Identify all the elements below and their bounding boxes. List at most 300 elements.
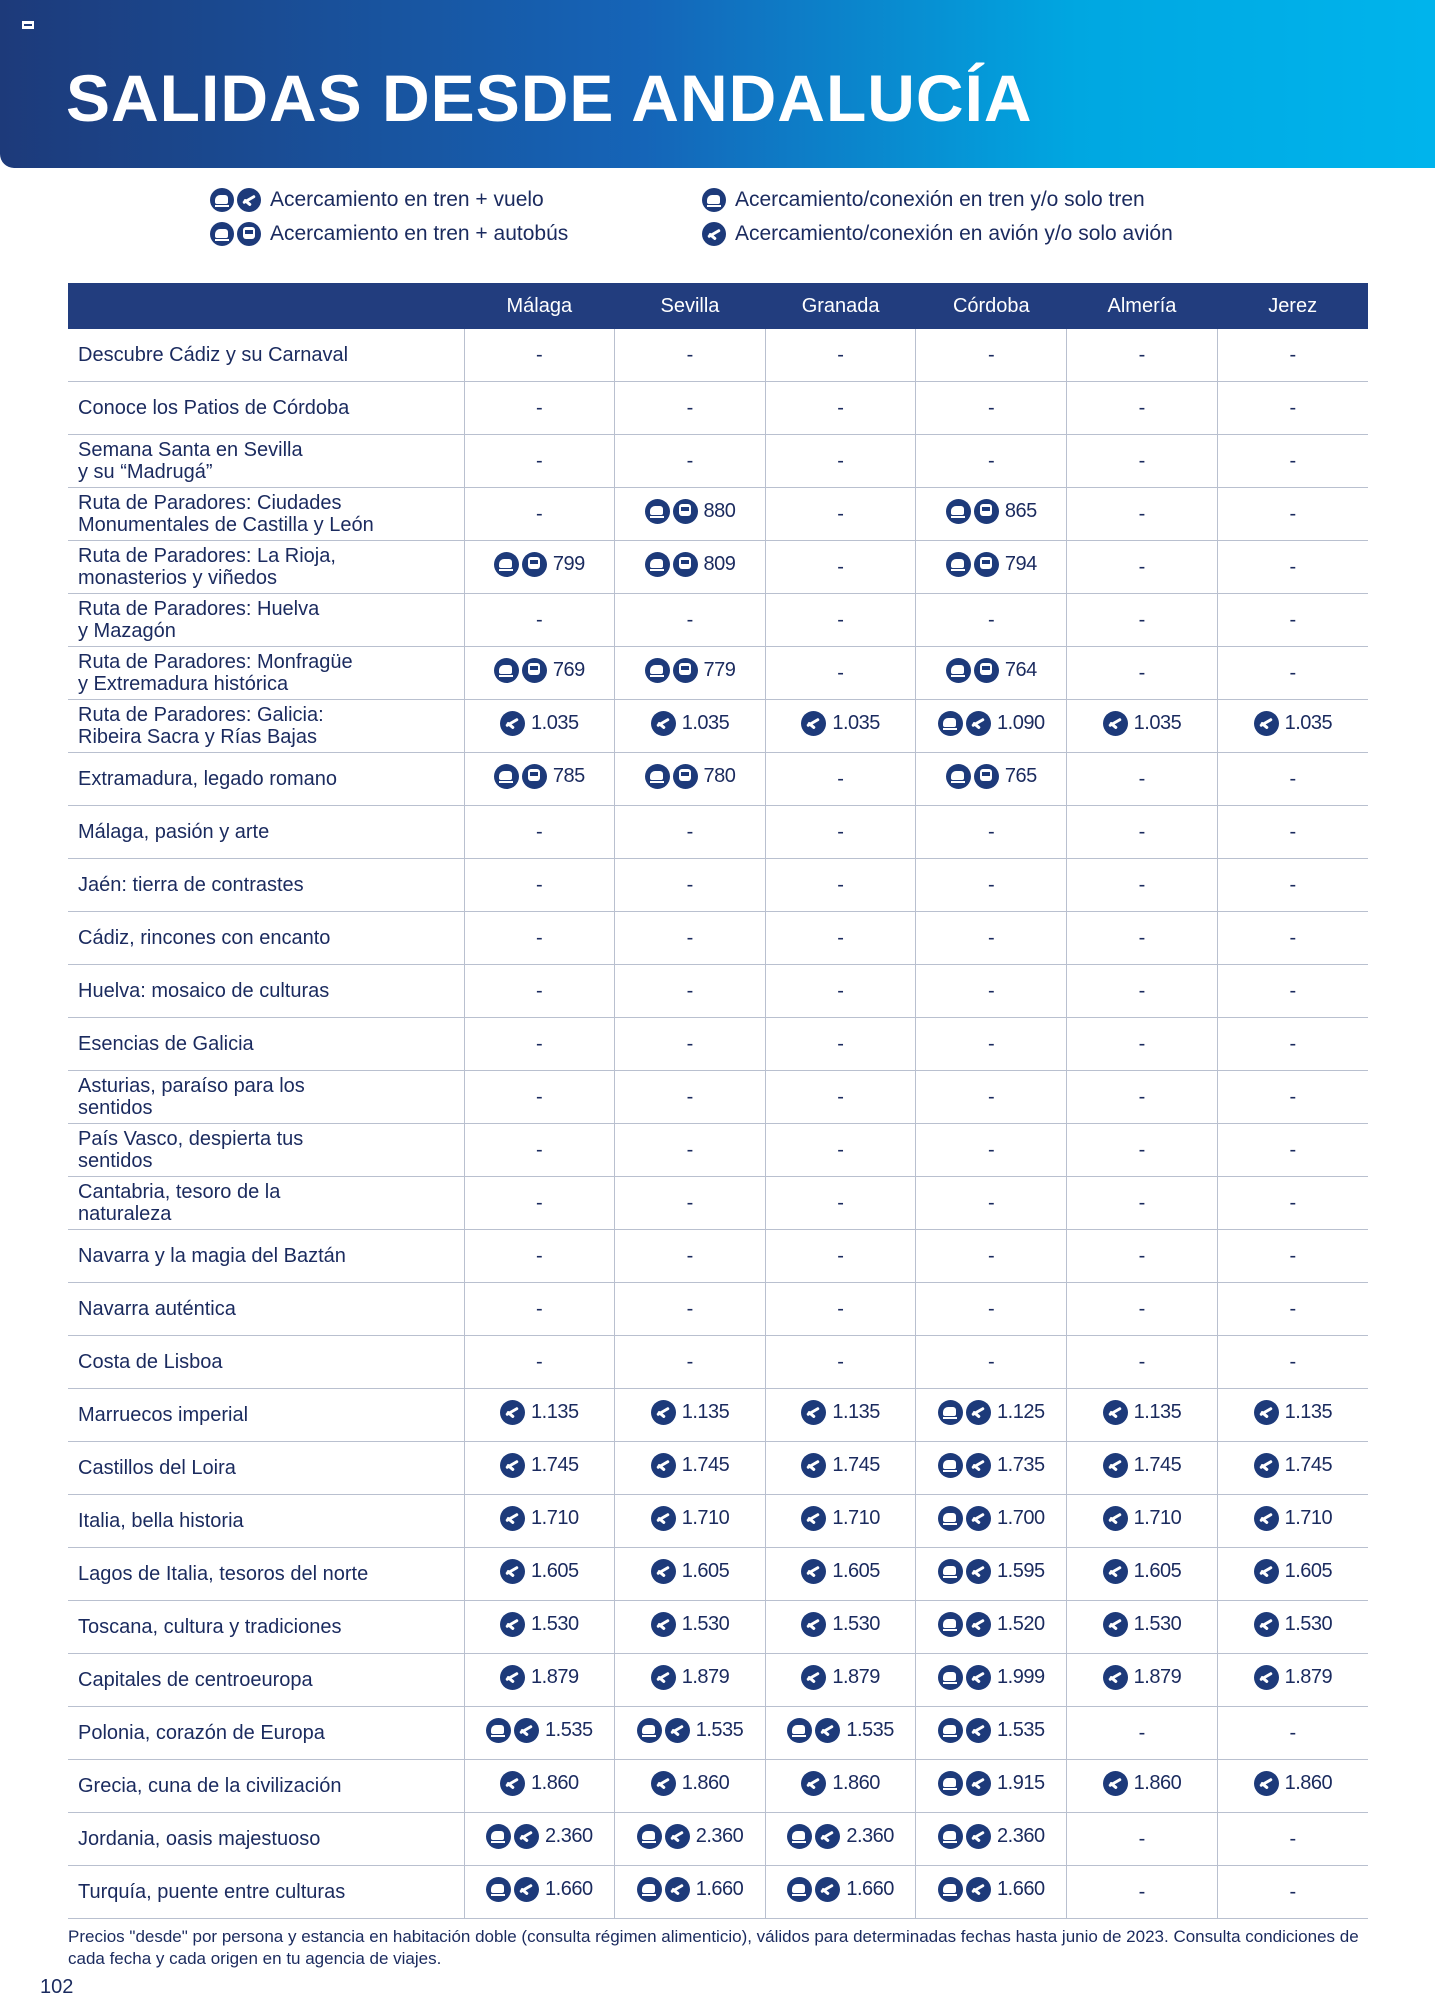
price-cell xyxy=(615,382,766,435)
column-header: Córdoba xyxy=(916,283,1067,329)
price-cell xyxy=(615,1018,766,1071)
no-price-dash: - xyxy=(686,449,694,472)
no-price-dash: - xyxy=(1289,767,1297,790)
plane-icon xyxy=(651,1506,676,1531)
price-cell xyxy=(916,1283,1067,1336)
price-cell xyxy=(916,1442,1067,1495)
price-cell xyxy=(464,1283,615,1336)
no-price-dash: - xyxy=(987,979,995,1002)
price-value: 1.035 xyxy=(681,711,730,734)
price-cell xyxy=(1217,1018,1368,1071)
price-cell xyxy=(615,1601,766,1654)
price-cell xyxy=(615,1177,766,1230)
price-cell xyxy=(1067,541,1218,594)
plane-icon xyxy=(665,1877,690,1902)
plane-icon xyxy=(1103,1453,1128,1478)
no-price-dash: - xyxy=(987,926,995,949)
table-row xyxy=(68,1760,1368,1813)
price-cell xyxy=(916,806,1067,859)
train-icon xyxy=(637,1877,662,1902)
price-cell xyxy=(916,1177,1067,1230)
price-cell xyxy=(464,329,615,382)
price-cell xyxy=(1217,1548,1368,1601)
table-row xyxy=(68,1177,1368,1230)
table-row xyxy=(68,700,1368,753)
price-with-transport xyxy=(1103,1506,1182,1531)
plane-icon xyxy=(651,711,676,736)
train-icon xyxy=(787,1877,812,1902)
price-value: 1.135 xyxy=(531,1400,579,1423)
price-cell xyxy=(615,1442,766,1495)
price-with-transport xyxy=(637,1877,744,1902)
no-price-dash: - xyxy=(686,1244,694,1267)
plane-icon xyxy=(651,1665,676,1690)
price-cell xyxy=(464,965,615,1018)
price-cell xyxy=(615,1707,766,1760)
price-cell xyxy=(615,912,766,965)
price-value: 1.035 xyxy=(1133,711,1182,734)
price-cell xyxy=(1067,1548,1218,1601)
tour-name: Ruta de Paradores: Ciudades Monumentales de Castilla y León xyxy=(68,488,464,541)
no-price-dash: - xyxy=(1289,661,1297,684)
price-value: 1.660 xyxy=(695,1877,744,1900)
price-cell xyxy=(765,1813,916,1866)
plane-icon xyxy=(1103,711,1128,736)
price-with-transport xyxy=(938,1559,1045,1584)
price-value: 1.605 xyxy=(531,1559,579,1582)
plane-icon xyxy=(500,1771,525,1796)
price-cell xyxy=(765,1760,916,1813)
table-row xyxy=(68,647,1368,700)
price-cell xyxy=(765,1601,916,1654)
price-cell xyxy=(1217,1177,1368,1230)
price-cell xyxy=(1217,1124,1368,1177)
price-value: 1.535 xyxy=(846,1718,894,1741)
price-value: 1.535 xyxy=(997,1718,1045,1741)
no-price-dash: - xyxy=(987,1350,995,1373)
no-price-dash: - xyxy=(987,1244,995,1267)
no-price-dash: - xyxy=(837,979,844,1002)
price-with-transport xyxy=(1103,1612,1182,1637)
no-price-dash: - xyxy=(535,608,543,631)
price-value: 1.135 xyxy=(1284,1400,1333,1423)
table-row xyxy=(68,1707,1368,1760)
price-cell xyxy=(916,435,1067,488)
plane-icon xyxy=(1103,1612,1128,1637)
no-price-dash: - xyxy=(1289,343,1297,366)
no-price-dash: - xyxy=(1138,608,1146,631)
no-price-dash: - xyxy=(837,1350,844,1373)
price-with-transport xyxy=(637,1824,744,1849)
plane-icon xyxy=(237,188,261,212)
price-cell xyxy=(464,1601,615,1654)
plane-icon xyxy=(966,1771,991,1796)
plane-icon xyxy=(966,1612,991,1637)
legend xyxy=(0,188,1435,258)
table-row xyxy=(68,753,1368,806)
no-price-dash: - xyxy=(1289,1244,1297,1267)
plane-icon xyxy=(966,1559,991,1584)
price-with-transport xyxy=(1254,1506,1333,1531)
no-price-dash: - xyxy=(535,1297,543,1320)
train-icon xyxy=(210,222,234,246)
price-cell xyxy=(765,594,916,647)
plane-icon xyxy=(801,1506,826,1531)
bus-icon xyxy=(974,552,999,577)
price-value: 1.860 xyxy=(681,1771,730,1794)
train-icon xyxy=(494,552,519,577)
price-value: 1.860 xyxy=(832,1771,880,1794)
no-price-dash: - xyxy=(1289,1721,1297,1744)
price-cell xyxy=(1217,1336,1368,1389)
price-value: 865 xyxy=(1004,499,1037,522)
table-header-row xyxy=(68,283,1368,329)
price-with-transport xyxy=(1103,1665,1182,1690)
no-price-dash: - xyxy=(1138,449,1146,472)
price-value: 1.605 xyxy=(1133,1559,1182,1582)
tour-name: Ruta de Paradores: Monfragüe y Extremadura histórica xyxy=(68,647,464,700)
no-price-dash: - xyxy=(1138,926,1146,949)
price-value: 1.745 xyxy=(681,1453,730,1476)
price-cell xyxy=(916,1813,1067,1866)
no-price-dash: - xyxy=(686,1297,694,1320)
price-with-transport xyxy=(500,1559,579,1584)
price-cell xyxy=(765,859,916,912)
price-cell xyxy=(765,1336,916,1389)
price-value: 1.660 xyxy=(545,1877,593,1900)
price-with-transport xyxy=(1254,1771,1333,1796)
no-price-dash: - xyxy=(987,396,995,419)
no-price-dash: - xyxy=(1289,1827,1297,1850)
no-price-dash: - xyxy=(1138,1827,1146,1850)
no-price-dash: - xyxy=(686,608,694,631)
table-row xyxy=(68,965,1368,1018)
price-cell xyxy=(615,488,766,541)
price-with-transport xyxy=(651,1559,730,1584)
price-cell xyxy=(1067,1389,1218,1442)
table-row xyxy=(68,1442,1368,1495)
table-row xyxy=(68,1813,1368,1866)
plane-icon xyxy=(514,1877,539,1902)
price-cell xyxy=(1067,1336,1218,1389)
plane-icon xyxy=(651,1771,676,1796)
no-price-dash: - xyxy=(1138,1350,1146,1373)
price-with-transport xyxy=(500,1612,579,1637)
price-with-transport xyxy=(938,1612,1045,1637)
price-cell xyxy=(615,700,766,753)
price-cell xyxy=(1067,1283,1218,1336)
plane-icon xyxy=(500,711,525,736)
price-cell xyxy=(1067,435,1218,488)
plane-icon xyxy=(815,1877,840,1902)
no-price-dash: - xyxy=(535,1350,543,1373)
no-price-dash: - xyxy=(535,1032,543,1055)
train-icon xyxy=(938,1718,963,1743)
bus-icon xyxy=(974,658,999,683)
price-cell xyxy=(1217,435,1368,488)
price-value: 1.520 xyxy=(997,1612,1045,1635)
price-value: 1.660 xyxy=(846,1877,894,1900)
price-cell xyxy=(615,1495,766,1548)
price-cell xyxy=(464,1495,615,1548)
price-cell xyxy=(765,700,916,753)
tour-name: País Vasco, despierta tus sentidos xyxy=(68,1124,464,1177)
tour-name: Asturias, paraíso para los sentidos xyxy=(68,1071,464,1124)
price-with-transport xyxy=(801,711,880,736)
price-with-transport xyxy=(946,764,1037,789)
bus-icon xyxy=(673,552,698,577)
price-value: 765 xyxy=(1004,764,1037,787)
price-with-transport xyxy=(946,499,1037,524)
price-cell xyxy=(1067,488,1218,541)
column-header: Málaga xyxy=(464,283,615,329)
price-with-transport xyxy=(1103,1771,1182,1796)
price-value: 1.530 xyxy=(832,1612,880,1635)
tour-name: Málaga, pasión y arte xyxy=(68,806,464,859)
train-icon xyxy=(210,188,234,212)
price-with-transport xyxy=(486,1718,593,1743)
price-with-transport xyxy=(1103,1453,1182,1478)
plane-icon xyxy=(500,1400,525,1425)
plane-icon xyxy=(500,1559,525,1584)
tour-name: Esencias de Galicia xyxy=(68,1018,464,1071)
tour-name: Ruta de Paradores: La Rioja, monasterios y viñedos xyxy=(68,541,464,594)
price-cell xyxy=(1217,753,1368,806)
price-cell xyxy=(615,594,766,647)
price-with-transport xyxy=(1254,1453,1333,1478)
train-icon xyxy=(946,552,971,577)
price-cell xyxy=(916,753,1067,806)
price-with-transport xyxy=(946,552,1037,577)
price-cell xyxy=(464,1548,615,1601)
price-cell xyxy=(765,1283,916,1336)
price-value: 1.745 xyxy=(832,1453,880,1476)
price-value: 1.595 xyxy=(997,1559,1045,1582)
train-icon xyxy=(637,1824,662,1849)
price-with-transport xyxy=(787,1824,894,1849)
price-value: 799 xyxy=(552,552,585,575)
table-row xyxy=(68,329,1368,382)
price-value: 1.530 xyxy=(531,1612,579,1635)
no-price-dash: - xyxy=(686,926,694,949)
price-value: 1.710 xyxy=(681,1506,730,1529)
no-price-dash: - xyxy=(686,820,694,843)
train-icon xyxy=(938,1771,963,1796)
price-cell xyxy=(916,1548,1067,1601)
price-cell xyxy=(1217,965,1368,1018)
price-cell xyxy=(765,1389,916,1442)
price-value: 1.860 xyxy=(1284,1771,1333,1794)
plane-icon xyxy=(815,1718,840,1743)
price-with-transport xyxy=(1254,1400,1333,1425)
plane-icon xyxy=(651,1559,676,1584)
no-price-dash: - xyxy=(535,502,543,525)
table-row xyxy=(68,488,1368,541)
train-icon xyxy=(946,499,971,524)
price-with-transport xyxy=(500,1400,579,1425)
price-with-transport xyxy=(787,1877,894,1902)
price-cell xyxy=(1067,1866,1218,1919)
no-price-dash: - xyxy=(987,820,995,843)
price-value: 1.879 xyxy=(1284,1665,1333,1688)
price-cell xyxy=(464,1177,615,1230)
no-price-dash: - xyxy=(987,1191,995,1214)
table-row xyxy=(68,1601,1368,1654)
price-value: 1.535 xyxy=(545,1718,593,1741)
no-price-dash: - xyxy=(837,1297,844,1320)
price-cell xyxy=(916,700,1067,753)
train-icon xyxy=(645,552,670,577)
plane-icon xyxy=(651,1453,676,1478)
price-with-transport xyxy=(938,1453,1045,1478)
train-icon xyxy=(787,1824,812,1849)
plane-icon xyxy=(801,711,826,736)
price-with-transport xyxy=(938,1771,1045,1796)
page-number: 102 xyxy=(40,1976,74,1998)
price-value: 1.915 xyxy=(997,1771,1045,1794)
price-with-transport xyxy=(500,1665,579,1690)
price-with-transport xyxy=(500,1771,579,1796)
price-with-transport xyxy=(651,711,730,736)
no-price-dash: - xyxy=(1289,926,1297,949)
price-cell xyxy=(1067,594,1218,647)
train-icon xyxy=(938,1824,963,1849)
no-price-dash: - xyxy=(1138,873,1146,896)
train-icon xyxy=(486,1877,511,1902)
train-icon xyxy=(946,658,971,683)
price-cell xyxy=(1217,1389,1368,1442)
no-price-dash: - xyxy=(535,1085,543,1108)
price-value: 1.135 xyxy=(832,1400,880,1423)
legend-item-train xyxy=(702,188,1145,212)
price-with-transport xyxy=(787,1718,894,1743)
price-cell xyxy=(916,329,1067,382)
plane-icon xyxy=(1103,1771,1128,1796)
no-price-dash: - xyxy=(987,343,995,366)
no-price-dash: - xyxy=(1138,396,1146,419)
price-cell xyxy=(1217,1813,1368,1866)
price-cell xyxy=(1217,700,1368,753)
plane-icon xyxy=(514,1718,539,1743)
price-with-transport xyxy=(801,1506,880,1531)
legend-item-train-plane xyxy=(210,188,544,212)
price-cell xyxy=(1217,1760,1368,1813)
price-with-transport xyxy=(938,1400,1045,1425)
price-cell xyxy=(1067,700,1218,753)
price-cell xyxy=(765,1654,916,1707)
price-with-transport xyxy=(651,1665,730,1690)
price-cell xyxy=(916,912,1067,965)
price-cell xyxy=(464,859,615,912)
tour-name: Ruta de Paradores: Galicia: Ribeira Sacra y Rías Bajas xyxy=(68,700,464,753)
price-cell xyxy=(916,1389,1067,1442)
price-value: 794 xyxy=(1004,552,1037,575)
train-icon xyxy=(494,764,519,789)
no-price-dash: - xyxy=(837,1032,844,1055)
no-price-dash: - xyxy=(686,1350,694,1373)
price-cell xyxy=(916,1760,1067,1813)
train-icon xyxy=(637,1718,662,1743)
price-with-transport xyxy=(500,1506,579,1531)
plane-icon xyxy=(966,1665,991,1690)
price-cell xyxy=(615,1548,766,1601)
price-with-transport xyxy=(1103,1400,1182,1425)
price-value: 1.135 xyxy=(681,1400,730,1423)
price-value: 1.860 xyxy=(531,1771,579,1794)
no-price-dash: - xyxy=(987,1138,995,1161)
no-price-dash: - xyxy=(1289,396,1297,419)
bus-icon xyxy=(673,658,698,683)
plane-icon xyxy=(966,1506,991,1531)
price-value: 1.710 xyxy=(1284,1506,1333,1529)
bus-icon xyxy=(673,764,698,789)
plane-icon xyxy=(1254,1612,1279,1637)
price-cell xyxy=(1067,1601,1218,1654)
price-cell xyxy=(765,1442,916,1495)
price-cell xyxy=(464,1707,615,1760)
table-row xyxy=(68,1336,1368,1389)
table-row xyxy=(68,541,1368,594)
price-cell xyxy=(1067,859,1218,912)
price-with-transport xyxy=(801,1612,880,1637)
train-icon xyxy=(645,764,670,789)
plane-icon xyxy=(1254,1400,1279,1425)
price-cell xyxy=(765,1124,916,1177)
price-value: 1.879 xyxy=(681,1665,730,1688)
price-cell xyxy=(1217,1283,1368,1336)
page-title: SALIDAS DESDE ANDALUCÍA xyxy=(66,61,1033,135)
price-cell xyxy=(1067,1654,1218,1707)
plane-icon xyxy=(665,1824,690,1849)
plane-icon xyxy=(651,1612,676,1637)
plane-icon xyxy=(1103,1400,1128,1425)
no-price-dash: - xyxy=(1289,1297,1297,1320)
no-price-dash: - xyxy=(686,1085,694,1108)
price-with-transport xyxy=(938,1665,1045,1690)
tour-name: Costa de Lisboa xyxy=(68,1336,464,1389)
no-price-dash: - xyxy=(1138,1297,1146,1320)
no-price-dash: - xyxy=(987,608,995,631)
price-cell xyxy=(615,541,766,594)
no-price-dash: - xyxy=(1138,767,1146,790)
price-cell xyxy=(765,541,916,594)
price-cell xyxy=(1217,912,1368,965)
price-cell xyxy=(1067,1442,1218,1495)
no-price-dash: - xyxy=(1138,1032,1146,1055)
price-cell xyxy=(916,1707,1067,1760)
plane-icon xyxy=(1254,1559,1279,1584)
price-cell xyxy=(765,647,916,700)
price-cell xyxy=(1217,594,1368,647)
price-cell xyxy=(916,1336,1067,1389)
price-cell xyxy=(615,1389,766,1442)
price-cell xyxy=(615,1813,766,1866)
no-price-dash: - xyxy=(837,608,844,631)
no-price-dash: - xyxy=(535,979,543,1002)
no-price-dash: - xyxy=(837,926,844,949)
plane-icon xyxy=(1254,1771,1279,1796)
legend-label: Acercamiento en tren + vuelo xyxy=(270,188,544,211)
price-with-transport xyxy=(500,1453,579,1478)
price-cell xyxy=(615,1230,766,1283)
price-value: 1.710 xyxy=(531,1506,579,1529)
price-value: 2.360 xyxy=(846,1824,894,1847)
train-icon xyxy=(938,711,963,736)
no-price-dash: - xyxy=(837,502,844,525)
price-cell xyxy=(464,488,615,541)
price-cell xyxy=(765,329,916,382)
price-with-transport xyxy=(946,658,1037,683)
